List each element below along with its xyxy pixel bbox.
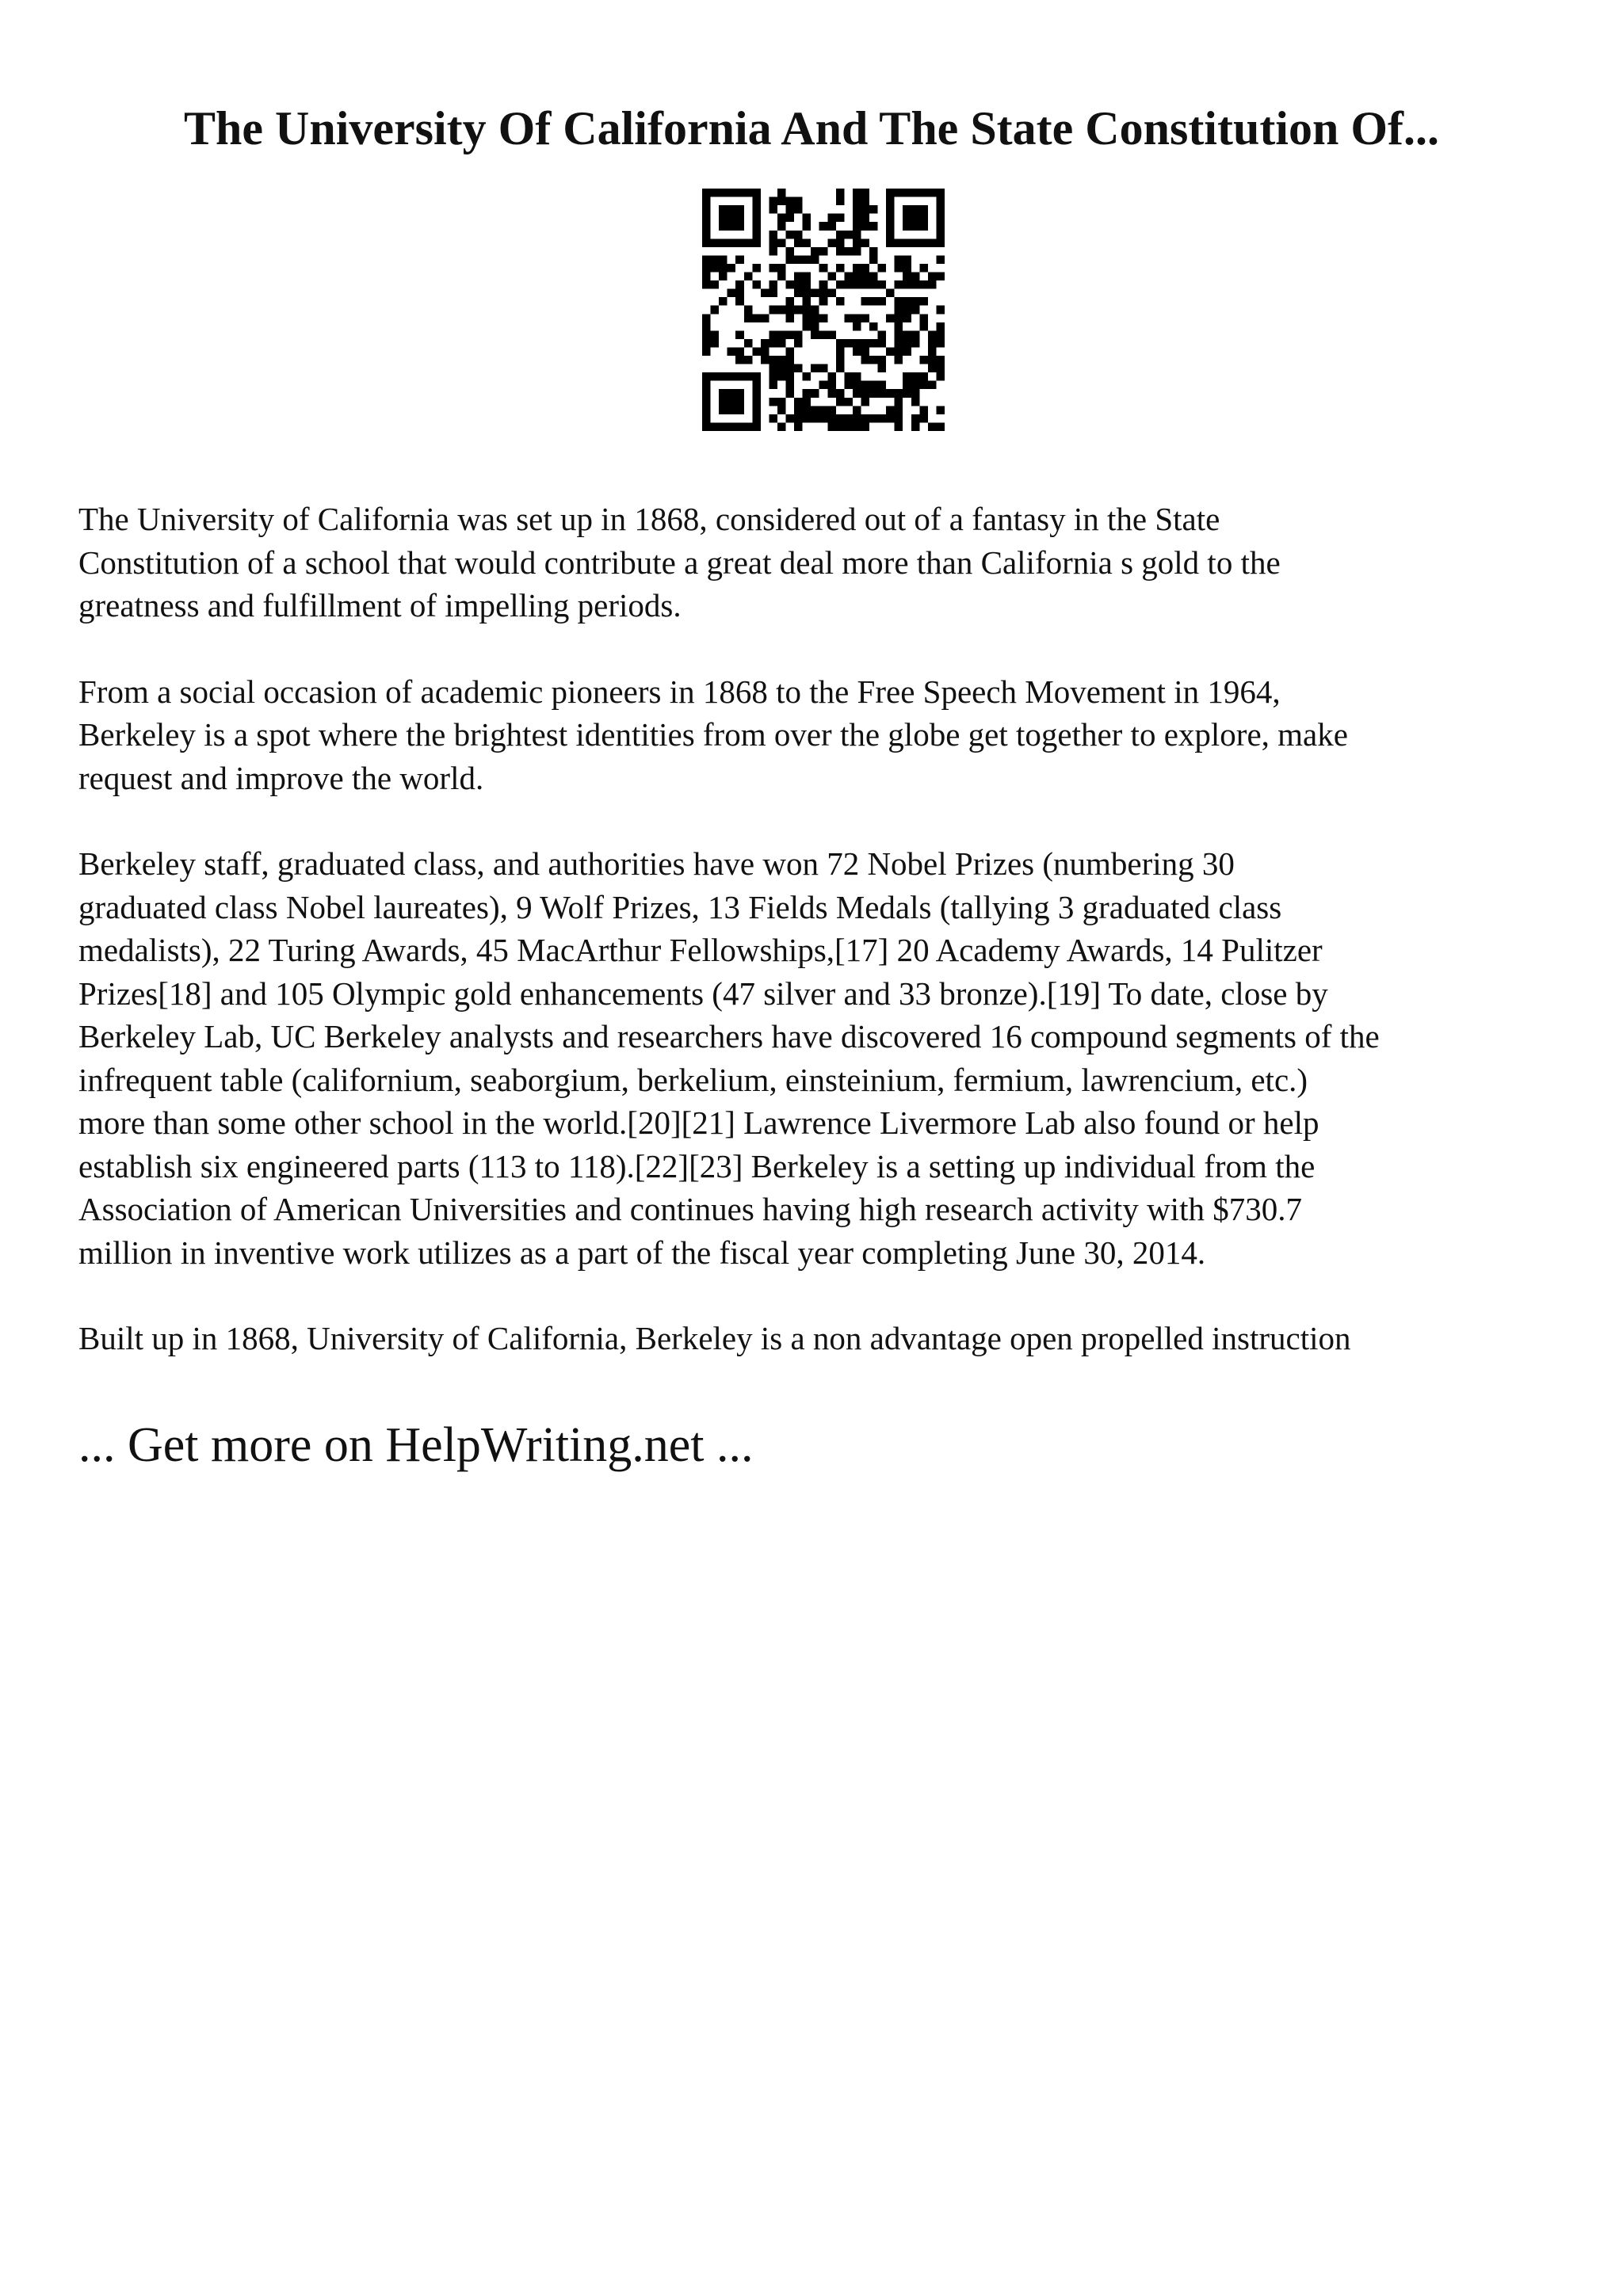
paragraph: Berkeley staff, graduated class, and authorities have won 72 Nobel Prizes (numbering 30 graduated class Nobel laureates), 9 Wolf Prizes, 13 Fields Medals (tallying 3 graduated class medalists), 22 Turing Awards, 45 MacArthur Fellowships,[17] 20 Academy Awards, 14 Pulitzer Prizes[18] and 105 Olympic gold enhancements (47 silver and 33 bronze).[19] To date, close by Berkeley Lab, UC Berkeley analysts and researchers have discovered 16 compound segments of the infrequent table (californium, seaborgium, berkelium, einsteinium, fermium, lawrencium, etc.) more than some other school in the world.[20][21] Lawrence Livermore Lab also found or help establish six engineered parts (113 to 118).[22][23] Berkeley is a setting up individual from the Association of American Universities and continues having high research activity with $730.7 million in inventive work utilizes as a part of the fiscal year completing June 30, 2014. (78, 845, 1380, 1271)
paragraph: The University of California was set up in 1868, considered out of a fantasy in the State Constitution of a school that would contribute a great deal more than California s gold to the greatness and fulfillment of impelling periods. (78, 501, 1281, 624)
paragraph: From a social occasion of academic pioneers in 1868 to the Free Speech Movement in 1964, Berkeley is a spot where the brightest identities from over the globe get together to explore, make request and improve the world. (78, 673, 1348, 796)
paragraph: Built up in 1868, University of California, Berkeley is a non advantage open propelled instruction (78, 1320, 1351, 1356)
get-more-link[interactable]: ... Get more on HelpWriting.net ... (78, 1418, 754, 1472)
document-title: The University Of California And The State Constitution Of... (184, 102, 1439, 154)
qr-code-icon (702, 189, 945, 431)
document-body (78, 498, 1568, 1403)
